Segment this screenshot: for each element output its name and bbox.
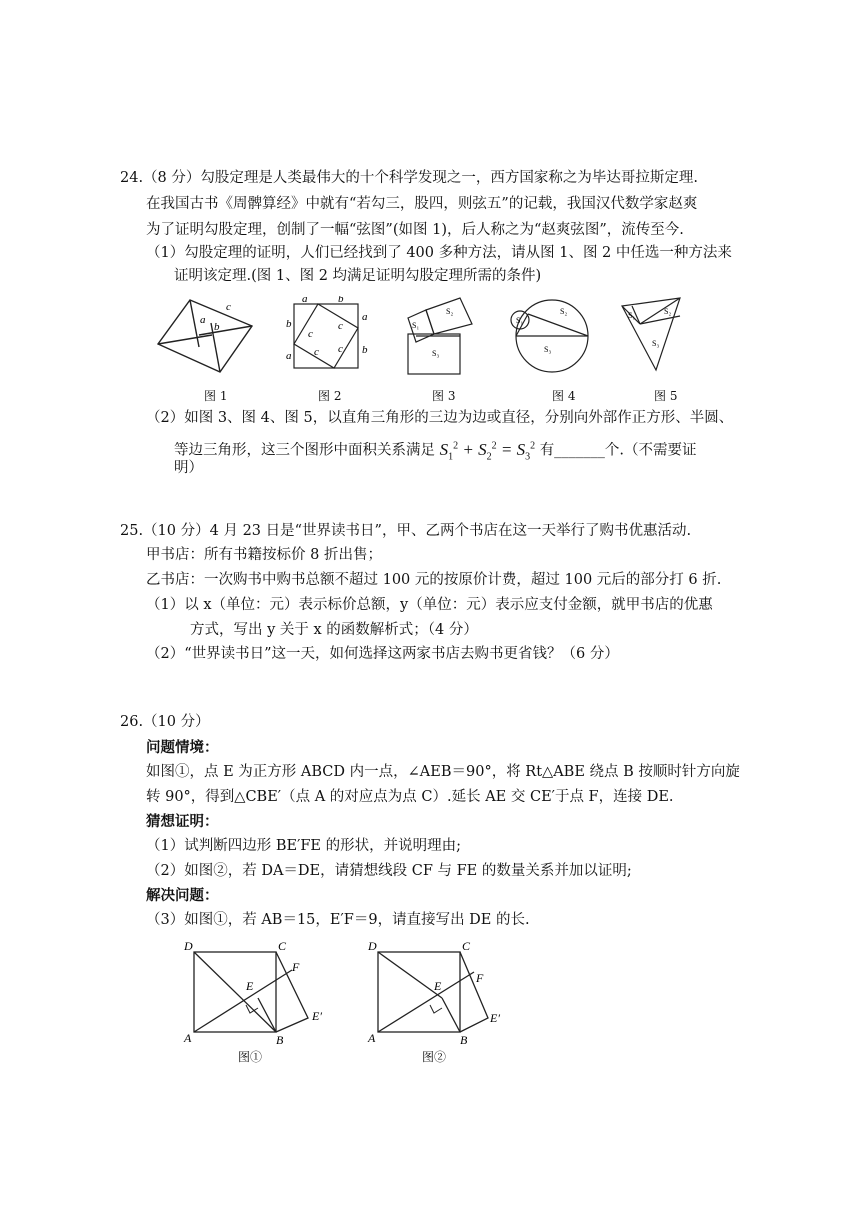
svg-text:c: c <box>314 346 319 358</box>
q25-part1-line-2: 方式，写出 y 关于 x 的函数解析式；（4 分） <box>190 622 478 638</box>
svg-text:a: a <box>200 314 206 326</box>
figure-4-caption: 图 4 <box>552 389 576 403</box>
area-relation-formula: $S_1^2 + S_2^2 = S_3^2$ <box>439 439 536 463</box>
svg-text:c: c <box>338 320 343 332</box>
q24-line-1: 24.（8 分）勾股定理是人类最伟大的十个科学发现之一，西方国家称之为毕达哥拉斯定理. <box>120 170 698 186</box>
svg-text:a: a <box>286 350 292 362</box>
q26-context-line-1: 如图①，点 E 为正方形 ABCD 内一点，∠AEB＝90°，将 Rt△ABE 绕点 B 按顺时针方向旋 <box>146 764 740 780</box>
svg-text:S₁: S₁ <box>516 316 524 325</box>
svg-text:S₃: S₃ <box>432 349 440 358</box>
svg-text:a: a <box>302 296 308 305</box>
svg-text:b: b <box>214 321 220 333</box>
point-label-F: F <box>292 960 300 974</box>
figure-4-diagram <box>508 296 596 376</box>
figure-1-diagram <box>156 296 256 376</box>
q25-line-1: 25.（10 分）4 月 23 日是“世界读书日”，甲、乙两个书店在这一天举行了购书优惠活动. <box>120 523 692 539</box>
point-label-C: C <box>278 939 287 953</box>
point-label-B-2: B <box>460 1033 468 1047</box>
svg-text:S₃: S₃ <box>544 345 552 354</box>
point-label-E-prime: E′ <box>312 1009 322 1023</box>
point-label-E: E <box>246 979 254 993</box>
svg-text:a: a <box>362 311 368 323</box>
figure-circled-2-caption: 图② <box>422 1050 447 1064</box>
q26-heading-solve: 解决问题： <box>146 887 219 904</box>
svg-text:S₂: S₂ <box>664 307 672 316</box>
point-label-E-prime-2: E′ <box>490 1011 500 1025</box>
svg-text:b: b <box>286 318 292 330</box>
q26-part2: （2）如图②，若 DA＝DE，请猜想线段 CF 与 FE 的数量关系并加以证明; <box>146 863 632 879</box>
q25-part1-line-1: （1）以 x（单位：元）表示标价总额，y（单位：元）表示应支付金额，就甲书店的优惠 <box>146 597 713 613</box>
q26-part3: （3）如图①，若 AB＝15，E′F＝9，请直接写出 DE 的长. <box>146 912 530 928</box>
point-label-F-2: F <box>476 971 484 985</box>
q25-line-3: 乙书店：一次购书中购书总额不超过 100 元的按原价计费，超过 100 元后的部分打 6 折. <box>146 572 722 588</box>
svg-text:S₁: S₁ <box>412 321 420 330</box>
svg-text:b: b <box>338 296 344 305</box>
figure-circled-1-diagram <box>180 938 340 1050</box>
svg-text:S₂: S₂ <box>560 307 568 316</box>
figure-3-diagram <box>398 296 478 380</box>
figure-circled-2-diagram <box>364 938 524 1050</box>
figure-2-diagram <box>282 296 372 376</box>
q24-part1-line-2: 证明该定理.(图 1、图 2 均满足证明勾股定理所需的条件) <box>174 268 542 284</box>
q24-part1-line-1: （1）勾股定理的证明，人们已经找到了 400 多种方法，请从图 1、图 2 中任选一种方法来 <box>146 245 732 261</box>
q26-line-1: 26.（10 分） <box>120 714 210 730</box>
point-label-E-2: E <box>434 979 442 993</box>
svg-text:c: c <box>308 328 313 340</box>
figure-5-diagram <box>620 296 694 376</box>
q24-line-3: 为了证明勾股定理，创制了一幅“弦图”(如图 1)，后人称之为“赵爽弦图”，流传至今. <box>146 222 684 238</box>
q24-line-2: 在我国古书《周髀算经》中就有“若勾三，股四，则弦五”的记载，我国汉代数学家赵爽 <box>146 196 698 212</box>
figure-circled-1-caption: 图① <box>238 1050 263 1064</box>
figure-5-caption: 图 5 <box>654 389 678 403</box>
figure-2-caption: 图 2 <box>318 389 342 403</box>
figure-1-caption: 图 1 <box>204 389 228 403</box>
point-label-C-2: C <box>462 939 471 953</box>
point-label-A-2: A <box>368 1031 376 1045</box>
svg-text:c: c <box>338 343 343 355</box>
point-label-B: B <box>276 1033 284 1047</box>
q26-heading-context: 问题情境： <box>146 739 219 756</box>
q25-part2-line-1: （2）“世界读书日”这一天，如何选择这两家书店去购书更省钱？（6 分） <box>146 646 619 662</box>
q24-part2-line-3: 明） <box>174 460 203 476</box>
q24-part2-text-post: 有_______个.（不需要证 <box>539 442 697 459</box>
q24-part2-text-pre: 等边三角形，这三个图形中面积关系满足 <box>174 442 435 459</box>
q26-context-line-2: 转 90°，得到△CBE′（点 A 的对应点为点 C）.延长 AE 交 CE′于点 F，连接 DE. <box>146 789 674 805</box>
q26-part1: （1）试判断四边形 BE′FE 的形状，并说明理由; <box>146 838 462 854</box>
svg-text:S₃: S₃ <box>652 339 660 348</box>
q25-line-2: 甲书店：所有书籍按标价 8 折出售； <box>146 547 382 563</box>
svg-text:S₁: S₁ <box>628 311 636 320</box>
point-label-D-2: D <box>368 939 377 953</box>
q24-part2-line-1: （2）如图 3、图 4、图 5，以直角三角形的三边为边或直径，分别向外部作正方形、半圆、 <box>146 410 734 426</box>
q26-heading-conjecture: 猜想证明： <box>146 813 219 830</box>
svg-text:c: c <box>226 301 231 313</box>
svg-text:b: b <box>362 344 368 356</box>
q24-part2-line-2 <box>174 434 697 469</box>
figure-3-caption: 图 3 <box>432 389 456 403</box>
point-label-A: A <box>184 1031 192 1045</box>
point-label-D: D <box>184 939 193 953</box>
svg-text:S₂: S₂ <box>446 307 454 316</box>
